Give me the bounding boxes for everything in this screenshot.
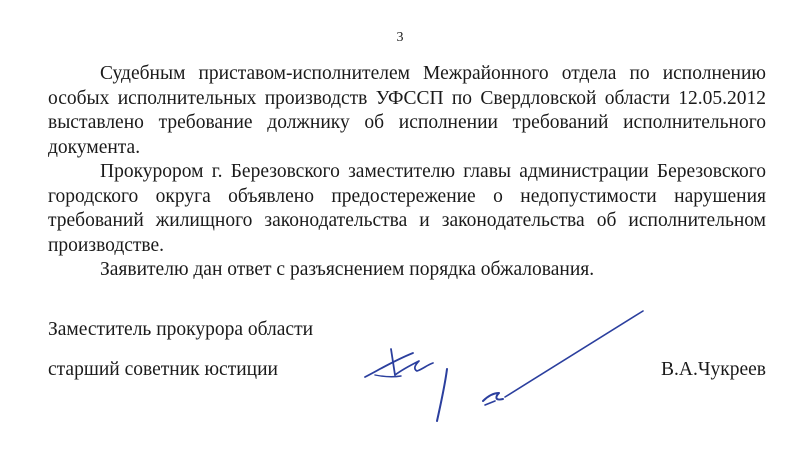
signatory-name: В.А.Чукреев	[660, 359, 766, 380]
signatory-title-line1: Заместитель прокурора области	[48, 319, 314, 340]
handwritten-signature-icon	[355, 305, 655, 435]
page-number: 3	[396, 30, 404, 45]
paragraph-applicant-answer: Заявителю дан ответ с разъяснением порядка обжалования.	[100, 259, 595, 280]
paragraph-bailiff-requirement: Судебным приставом-исполнителем Межрайонного отдела по исполнению особых исполнительных производств УФССП по Свердловской области 12.05.2012 выставлено требование должнику об исполнении требований исполнительного документа.	[48, 63, 766, 158]
document-body	[48, 62, 766, 283]
signatory-title-line2: старший советник юстиции	[48, 359, 278, 380]
paragraph-prosecutor-warning: Прокурором г. Березовского заместителю главы администрации Березовского городского округа объявлено предостережение о недопустимости нарушения требований жилищного законодательства и законодательства об исполнительном производстве.	[48, 161, 766, 256]
